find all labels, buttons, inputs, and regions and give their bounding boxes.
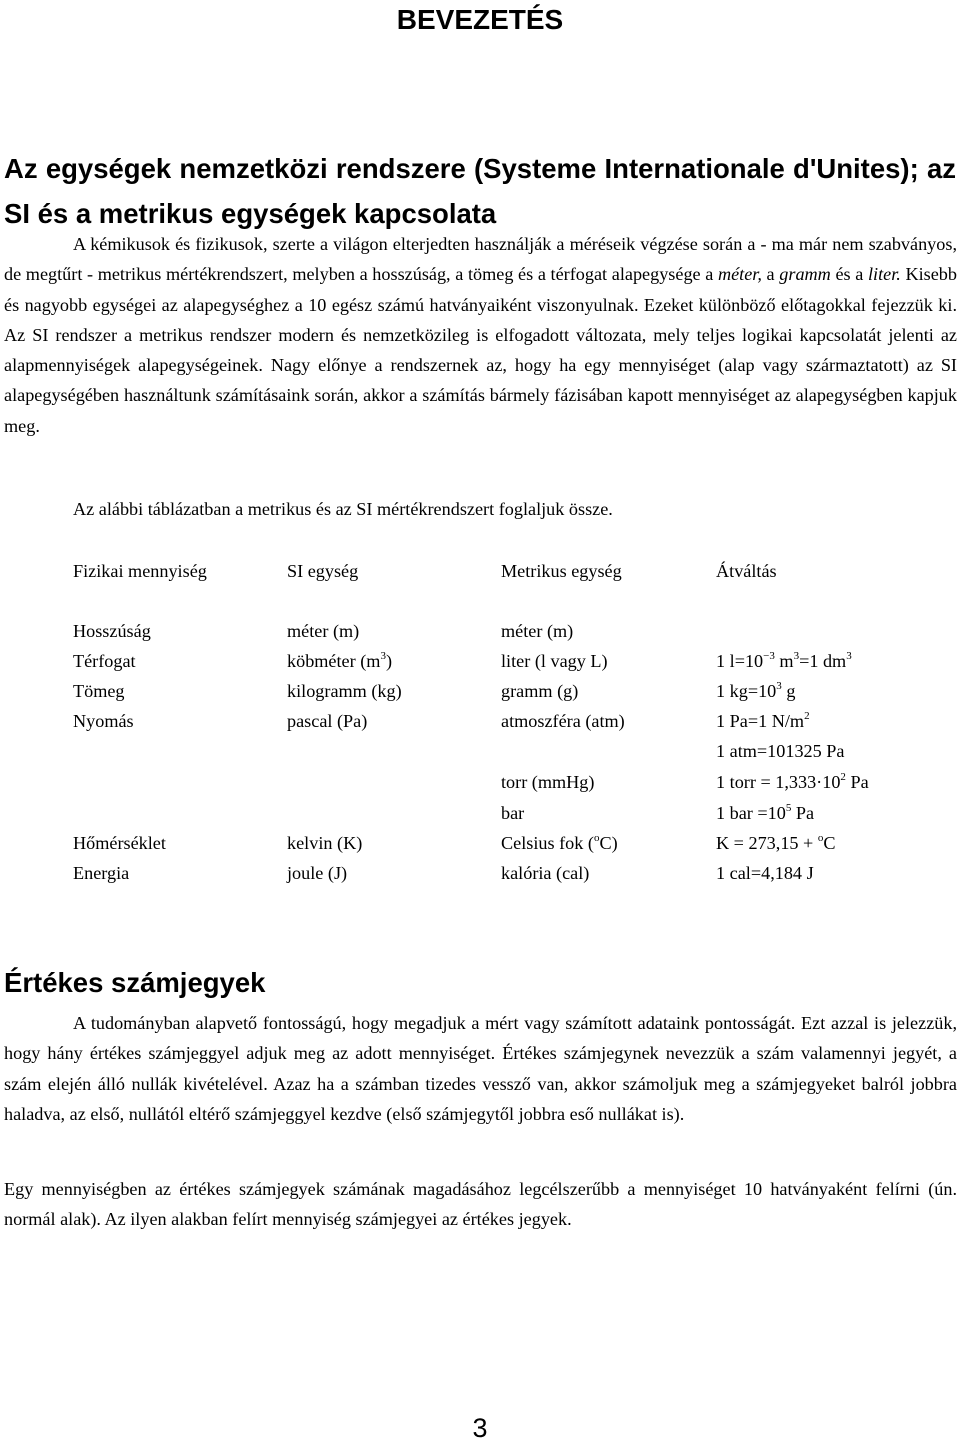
table-cell-metric: torr (mmHg) [501,772,595,792]
table-cell-conversion: 1 cal=4,184 J [716,863,814,883]
table-cell-metric: Celsius fok ($^o$C) [501,831,618,853]
table-cell-metric: kalória (cal) [501,863,590,883]
table-cell-si: joule (J) [287,863,348,883]
table-cell-metric: méter (m) [501,621,574,641]
page-title: BEVEZETÉS [396,4,564,35]
table-cell-si: kelvin (K) [287,833,363,853]
table-cell-si: köbméter $(m^3)$ [287,649,392,671]
table-header-si: SI egység [287,561,359,581]
intro-gramm: gramm [779,264,831,285]
table-cell-conversion: 1 Pa=1 $N/m^2$ [716,709,810,731]
intro-meter: méter, [717,264,762,285]
table-cell-conversion: 1 bar $=10^5$ Pa [716,801,815,823]
table-cell-si: méter (m) [287,621,360,641]
table-cell-si: kilogramm (kg) [287,681,402,701]
table-cell-quantity: Hosszúság [73,621,151,641]
table-cell-quantity: Nyomás [73,711,134,731]
table-header-metric: Metrikus egység [501,561,622,581]
normal-form-paragraph: Egy mennyiségben az értékes számjegyek számának magadásához legcélszerűbb a mennyiséget 10 hatványaként felírni (ún. normál alak). Az ilyen alakban felírt mennyiség számjegyei az értékes jegyek. [4,1179,957,1230]
table-cell-quantity: Tömeg [73,681,125,701]
table-cell-metric: atmoszféra (atm) [501,711,625,731]
table-cell-conversion: 1 $kg=10^3$ g [716,679,796,701]
table-cell-metric: gramm (g) [501,681,579,701]
section-heading-significant-figures: Értékes számjegyek [4,967,266,998]
table-cell-conversion: 1 $l=10^{-3}$ $m^3=1$ $dm^3$ [716,649,852,671]
page-number: 3 [472,1413,488,1443]
table-cell-metric: liter (l vagy L) [501,651,608,671]
table-header-quantity: Fizikai mennyiség [73,561,207,581]
intro-text-start: A kémikusok és fizikusok, szerte a világon elterjedten használják a méréseik végzése során a - ma már nem szabványos, de megtűrt - metrikus mértékrendszert, melyben a hosszúság, a tömeg és a térfogat alapegysége a [4,234,957,285]
table-cell-conversion: K = 273,15 + $^o$C [716,831,836,853]
table-cell-quantity: Energia [73,863,130,883]
table-cell-metric: bar [501,803,525,823]
table-intro-paragraph: Az alábbi táblázatban a metrikus és az SI mértékrendszert foglaljuk össze. [73,499,613,519]
intro-paragraph [4,229,957,441]
table-cell-conversion: 1 torr = $1,333\cdot 10^2$ Pa [716,770,869,792]
intro-text-end: Kisebb és nagyobb egységei az alapegységhez a 10 egész számú hatványaiként viszonyulnak. Ezeket különböző előtagokkal fejezzük ki. Az SI rendszer a metrikus rendszer modern és nemzetközileg is elfogadott változata, mely teljes logikai kapcsolatát jelenti az alapmennyiségek alapegységeinek. Nagy előnye a rendszernek az, hogy ha egy mennyiséget (alap vagy származtatott) az SI alapegységében használtunk számításaink során, akkor a számítás bármely fázisában kapott mennyiséget az alapegységben kapjuk meg. [4,264,957,436]
intro-text-a: a [761,264,780,285]
intro-liter: liter. [867,264,901,285]
table-cell-quantity: Térfogat [73,651,136,671]
table-cell-si: pascal (Pa) [287,711,368,731]
table-cell-conversion: 1 atm=101325 Pa [716,741,845,761]
intro-text-es: és a [830,264,868,285]
table-cell-quantity: Hőmérséklet [73,833,166,853]
table-header-conversion: Átváltás [716,561,777,581]
section-heading-si-units: Az egységek nemzetközi rendszere (Systeme Internationale d'Unites); az SI és a metrikus egységek kapcsolata [4,153,956,229]
significant-figures-paragraph: A tudományban alapvető fontosságú, hogy megadjuk a mért vagy számított adataink pontosságát. Ezt azzal is jelezzük, hogy hány értékes számjeggyel adjuk meg az adott mennyiséget. Értékes számjegynek nevezzük a szám valamennyi jegyét, a szám elején álló nullák kivételével. Azaz ha a számban tizedes vessző van, akkor számoljuk meg a számjegyeket balról jobbra haladva, az első, nullától eltérő számjeggyel kezdve (első számjegytől jobbra eső nullákat is). [4,1013,957,1124]
